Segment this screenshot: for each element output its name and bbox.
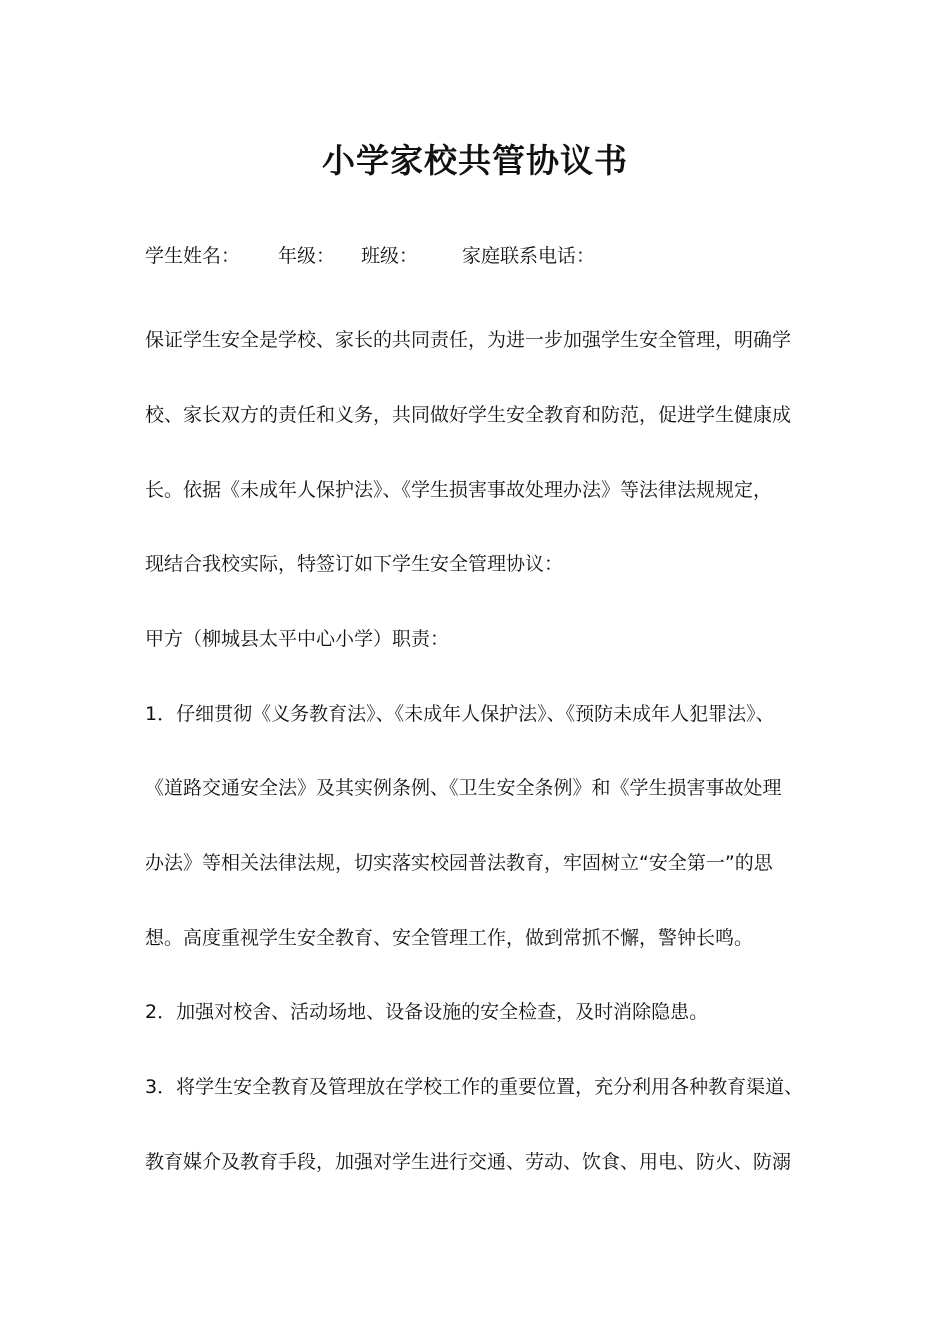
body-line-3: 长。依据《未成年人保护法》、《学生损害事故处理办法》等法律法规规定，	[145, 479, 773, 501]
student-info-row	[145, 243, 595, 269]
body-line-9: 想。高度重视学生安全教育、安全管理工作，做到常抓不懈，警钟长鸣。	[145, 927, 754, 949]
body-line-1: 保证学生安全是学校、家长的共同责任，为进一步加强学生安全管理，明确学	[145, 329, 792, 351]
body-line-12: 教育媒介及教育手段，加强对学生进行交通、劳动、饮食、用电、防火、防溺	[145, 1151, 792, 1173]
body-line-8: 办法》等相关法律法规，切实落实校园普法教育，牢固树立“安全第一”的思	[145, 852, 773, 874]
document-title: 小学家校共管协议书	[322, 141, 628, 180]
body-line-6: 1．仔细贯彻《义务教育法》、《未成年人保护法》、《预防未成年人犯罪法》、	[145, 703, 775, 725]
phone-label: 家庭联系电话：	[462, 245, 596, 267]
body-line-2: 校、家长双方的责任和义务，共同做好学生安全教育和防范，促进学生健康成	[145, 404, 792, 426]
student-name-label: 学生姓名：	[145, 245, 241, 267]
body-line-10: 2．加强对校舍、活动场地、设备设施的安全检查，及时消除隐患。	[145, 1001, 709, 1023]
grade-label: 年级：	[278, 245, 336, 267]
party-a-heading: 甲方（柳城县太平中心小学）职责：	[145, 628, 450, 650]
body-line-7: 《道路交通安全法》及其实例条例、《卫生安全条例》和《学生损害事故处理	[145, 777, 782, 799]
body-line-4: 现结合我校实际，特签订如下学生安全管理协议：	[145, 553, 564, 575]
body-line-11: 3．将学生安全教育及管理放在学校工作的重要位置，充分利用各种教育渠道、	[145, 1076, 804, 1098]
class-label: 班级：	[361, 245, 419, 267]
